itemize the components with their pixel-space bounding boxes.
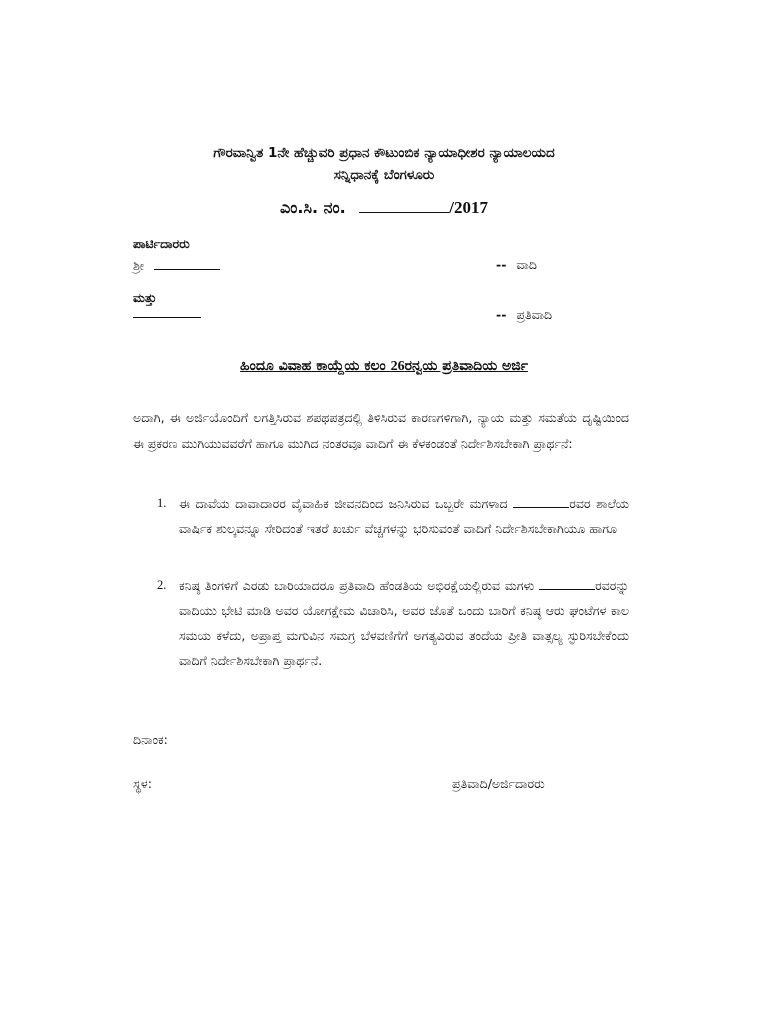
date-label: ದಿನಾಂಕ:	[133, 732, 168, 747]
case-year: /2017	[449, 198, 488, 217]
prayer-item-1-number: 1.	[157, 496, 167, 510]
plaintiff-name-line	[133, 257, 220, 274]
plaintiff-name-blank	[154, 257, 220, 270]
prayer-item-2-text-a: ಕನಿಷ್ಠ ತಿಂಗಳಿಗೆ ಎರಡು ಬಾರಿಯಾದರೂ ಪ್ರತಿವಾದಿ ಹೆಂಡತಿಯ ಅಭಿರಕ್ಷೆಯಲ್ಲಿರುವ ಮಗಳು	[179, 578, 540, 593]
prayer-list-1	[157, 491, 629, 541]
prayer-item-1-text-a: ಈ ದಾವೆಯ ದಾವಾದಾರರ ವೈವಾಹಿಕ ಜೀವನದಿಂದ ಜನಿಸಿರುವ ಒಬ್ಬರೇ ಮಗಳಾದ	[179, 496, 514, 511]
case-prefix: ಎಂ.ಸಿ. ನಂ.	[280, 198, 346, 217]
prayer-item-2	[157, 573, 629, 673]
court-title-line-1: ಗೌರವಾನ್ವಿತ 1ನೇ ಹೆಚ್ಚುವರಿ ಪ್ರಧಾನ ಕೌಟುಂಬಿಕ ನ್ಯಾಯಾಧೀಶರ ನ್ಯಾಯಾಲಯದ	[213, 145, 555, 161]
and-label: ಮತ್ತು	[133, 290, 157, 305]
subject-part-1: ಹಿಂದೂ ವಿವಾಹ ಕಾಯ್ದೆಯ ಕಲಂ	[240, 358, 391, 374]
daughter-name-blank-1	[513, 495, 569, 508]
prayer-item-1-text-b: ರವರ ಶಾಲೆಯ ವಾರ್ಷಿಕ ಶುಲ್ಕವನ್ನೂ ಸೇರಿದಂತೆ ಇತರೆ ಖರ್ಚು ವೆಚ್ಚಗಳನ್ನು ಭರಿಸುವಂತೆ ವಾದಿಗೆ ನಿರ್ದೇಶಿಸಬೇಕಾಗಿಯೂ ಹಾಗೂ	[179, 496, 629, 536]
application-subject	[100, 358, 668, 375]
prayer-item-2-text-b: ರವರನ್ನು ವಾದಿಯು ಭೇಟಿ ಮಾಡಿ ಅವರ ಯೋಗಕ್ಷೇಮ ವಿಚಾರಿಸಿ, ಅವರ ಜೊತೆ ಒಂದು ಬಾರಿಗೆ ಕನಿಷ್ಠ ಆರು ಘಂಟೆಗಳ ಕಾಲ ಸಮಯ ಕಳೆದು, ಅಪ್ರಾಪ್ತ ಮಗುವಿನ ಸಮಗ್ರ ಬೆಳವಣಿಗೆಗೆ ಅಗತ್ಯವಿರುವ ತಂದೆಯ ಪ್ರೀತಿ ವಾತ್ಸಲ್ಯ ಸ್ಫುರಿಸಬೇಕೆಂದು ವಾದಿಗೆ ನಿರ್ದೇಶಿಸಬೇಕಾಗಿ ಪ್ರಾರ್ಥನೆ.	[179, 578, 629, 668]
subject-part-2: ರನ್ವಯ ಪ್ರತಿವಾದಿಯ ಅರ್ಜಿ	[404, 358, 528, 374]
petitioners-label: ಪಾರ್ಟಿದಾರರು	[133, 236, 190, 251]
subject-section-number: 26	[390, 359, 405, 374]
case-number	[100, 198, 668, 218]
prayer-list-2	[157, 573, 629, 673]
case-number-blank	[359, 200, 449, 213]
daughter-name-blank-2	[539, 577, 595, 590]
prayer-item-1	[157, 491, 629, 541]
plaintiff-label: ವಾದಿ	[516, 257, 537, 272]
respondent-label: ಪ್ರತಿವಾದಿ	[516, 307, 553, 322]
court-title	[100, 142, 668, 186]
intro-paragraph: ಅದಾಗಿ, ಈ ಅರ್ಜಿಯೊಂದಿಗೆ ಲಗತ್ತಿಸಿರುವ ಶಪಥಪತ್ರದಲ್ಲಿ ತಿಳಿಸಿರುವ ಕಾರಣಗಳಿಗಾಗಿ, ನ್ಯಾಯ ಮತ್ತು ಸಮತೆಯ ದೃಷ್ಟಿಯಿಂದ ಈ ಪ್ರಕರಣ ಮುಗಿಯುವವರೆಗೆ ಹಾಗೂ ಮುಗಿದ ನಂತರವೂ ವಾದಿಗೆ ಈ ಕೆಳಕಂಡಂತೆ ನಿರ್ದೇಶಿಸಬೇಕಾಗಿ ಪ್ರಾರ್ಥನೆ:	[133, 410, 629, 451]
respondent-name-blank	[133, 305, 201, 318]
plaintiff-dash: --	[496, 257, 507, 272]
plaintiff-role	[496, 257, 537, 273]
respondent-role	[496, 307, 552, 323]
signatory-label: ಪ್ರತಿವಾದಿ/ಅರ್ಜಿದಾರರು	[452, 776, 545, 791]
respondent-name-line	[133, 305, 201, 321]
court-title-line-2: ಸನ್ನಿಧಾನಕ್ಕೆ ಬೆಂಗಳೂರು	[333, 167, 435, 183]
respondent-dash: --	[496, 307, 507, 322]
place-label: ಸ್ಥಳ:	[133, 776, 152, 791]
shri-prefix: ಶ್ರೀ	[133, 258, 145, 273]
prayer-item-2-number: 2.	[157, 578, 167, 592]
